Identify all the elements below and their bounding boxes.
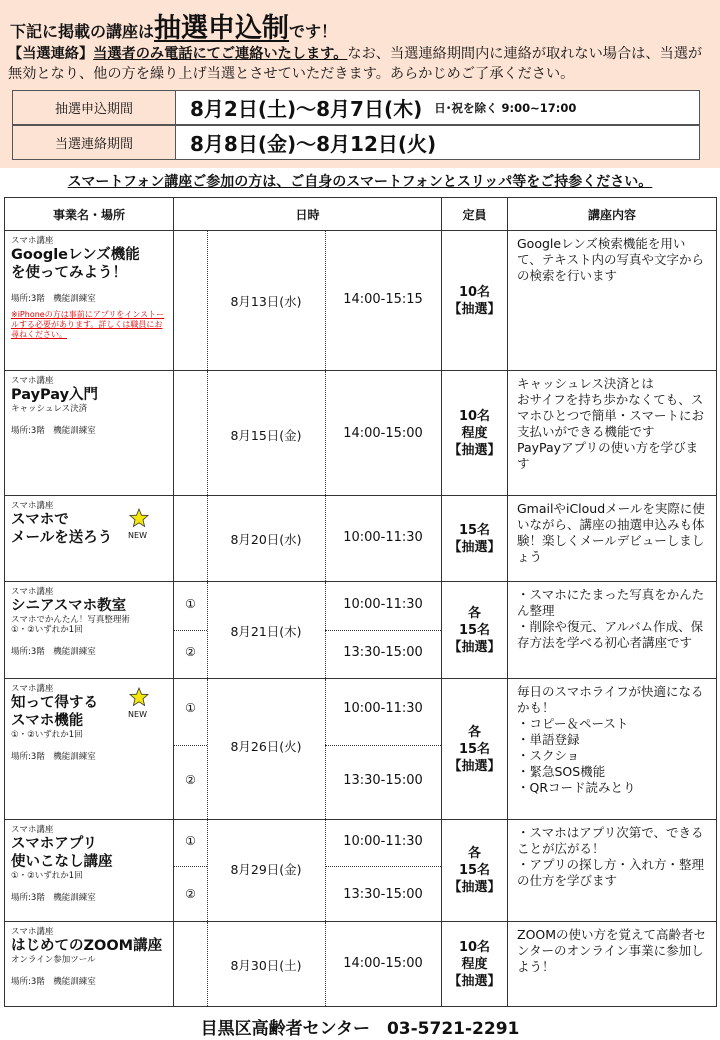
course-category: スマホ講座 [11, 501, 54, 511]
capacity-cell [442, 922, 508, 1007]
capacity-count: 10名 [458, 408, 491, 424]
course-category: スマホ講座 [11, 236, 54, 246]
course-time: 14:00-15:00 [343, 956, 423, 971]
course-name-cell [5, 231, 174, 371]
course-title: PayPay入門 [11, 387, 99, 403]
course-subtitle: オンライン参加ツール [11, 955, 96, 965]
course-description [508, 820, 717, 922]
period-notification [12, 125, 700, 160]
capacity-cell [442, 496, 508, 582]
table-row [5, 582, 717, 679]
course-title-line2: メールを送ろう [11, 530, 113, 546]
capacity-count: 10名 [458, 284, 491, 300]
headline-emphasis: 抽選申込制 [154, 13, 290, 44]
session-number: ② [185, 645, 196, 659]
datetime-cell [174, 922, 442, 1007]
course-name-cell [5, 371, 174, 496]
course-title-line2: スマホ機能 [11, 713, 84, 729]
capacity-each: 各 [467, 846, 481, 861]
period-value: 8月2日(土)～8月7日(木) [190, 97, 423, 121]
course-date: 8月29日(金) [230, 862, 302, 877]
capacity-lottery: 【抽選】 [448, 880, 501, 895]
footer-contact: 目黒区高齢者センター 03-5721-2291 [200, 1019, 520, 1039]
course-category: スマホ講座 [11, 825, 54, 835]
session-number: ① [185, 597, 196, 611]
schedule-table [4, 197, 717, 1007]
course-subtitle: キャッシュレス決済 [11, 404, 88, 414]
capacity-lottery: 【抽選】 [448, 973, 501, 989]
course-subtitle: スマホでかんたん！写真整理術 [11, 615, 130, 625]
new-badge: NEW [128, 531, 147, 540]
course-place: 場所:3階 機能訓練室 [11, 294, 96, 304]
notice [8, 44, 714, 84]
notice-bracket: 【当選連絡】 [8, 46, 94, 62]
course-place: 場所:3階 機能訓練室 [11, 752, 96, 762]
table-row [5, 496, 717, 582]
session-number: ① [185, 701, 196, 715]
capacity-count: 15名 [458, 522, 491, 538]
course-title: 知って得する [11, 695, 98, 711]
period-note: 日･祝を除く 9:00~17:00 [434, 100, 577, 115]
capacity-approx: 程度 [461, 425, 488, 441]
description-text: GmailやiCloudメールを実際に使いながら、講座の抽選申込みも体験！楽しくメールデビューしましょう [517, 501, 705, 564]
capacity-count: 10名 [458, 939, 491, 955]
course-date: 8月30日(土) [230, 958, 302, 973]
table-row [5, 679, 717, 820]
course-title: シニアスマホ教室 [11, 598, 127, 614]
course-time: 10:00-11:30 [343, 597, 423, 612]
course-title: スマホアプリ [11, 836, 98, 852]
notice-rest: なお、当選連絡期間内に連絡が取れない場合は、当選が無効となり、他の方を繰り上げ当選とさせていただきます。あらかじめご了承ください。 [8, 46, 703, 82]
course-time: 14:00-15:15 [343, 292, 423, 307]
description-text: ・スマホにたまった写真をかんたん整理 ・削除や復元、アルバム作成、保存方法を学べる初心者講座です [517, 587, 705, 650]
course-time: 13:30-15:00 [343, 773, 423, 788]
course-name-cell [5, 582, 174, 679]
course-name-cell [5, 820, 174, 922]
capacity-cell [442, 820, 508, 922]
capacity-count: 15名 [458, 863, 491, 878]
session-number: ② [185, 773, 196, 787]
course-time: 10:00-11:30 [343, 834, 423, 849]
star-icon [129, 687, 149, 707]
description-text: ZOOMの使い方を覚えて高齢者センターのオンライン事業に参加しよう！ [517, 927, 707, 974]
course-name-cell [5, 679, 174, 820]
period-label: 抽選申込期間 [13, 91, 176, 124]
course-once-note: ①・②いずれか1回 [11, 871, 83, 881]
course-description [508, 582, 717, 679]
course-place: 場所:3階 機能訓練室 [11, 977, 96, 987]
course-title: Googleレンズ機能 [11, 247, 140, 263]
datetime-cell [174, 679, 442, 820]
capacity-cell [442, 582, 508, 679]
course-place: 場所:3階 機能訓練室 [11, 647, 96, 657]
datetime-cell [174, 231, 442, 371]
course-warning: ※iPhoneの方は事前にアプリをインストールする必要があります。詳しくは職員にお尋ねください。 [11, 310, 165, 339]
capacity-lottery: 【抽選】 [448, 301, 501, 317]
course-place: 場所:3階 機能訓練室 [11, 893, 96, 903]
course-place: 場所:3階 機能訓練室 [11, 426, 96, 436]
bring-note: スマートフォン講座ご参加の方は、ご自身のスマートフォンとスリッパ等をご持参ください。 [67, 174, 653, 190]
capacity-cell [442, 231, 508, 371]
period-application [12, 90, 700, 125]
description-text: Googleレンズ検索機能を用いて、テキスト内の写真や文字からの検索を行います [517, 236, 705, 283]
new-badge: NEW [128, 710, 147, 719]
header-capacity: 定員 [442, 198, 508, 231]
course-description [508, 922, 717, 1007]
course-once-note: ①・②いずれか1回 [11, 730, 83, 740]
table-row [5, 231, 717, 371]
capacity-lottery: 【抽選】 [448, 539, 501, 555]
course-description [508, 496, 717, 582]
headline-post: です！ [289, 22, 338, 41]
course-time: 10:00-11:30 [343, 701, 423, 716]
capacity-count: 15名 [458, 741, 491, 757]
course-date: 8月13日(水) [230, 294, 302, 309]
period-label: 当選連絡期間 [13, 126, 176, 159]
course-time: 10:00-11:30 [343, 530, 423, 545]
capacity-each: 各 [467, 724, 481, 740]
course-category: スマホ講座 [11, 587, 54, 597]
datetime-cell [174, 582, 442, 679]
table-row [5, 922, 717, 1007]
table-row [5, 371, 717, 496]
course-name-cell [5, 496, 174, 582]
course-title: はじめてのZOOM講座 [11, 938, 163, 954]
capacity-cell [442, 679, 508, 820]
capacity-lottery: 【抽選】 [448, 758, 501, 774]
capacity-cell [442, 371, 508, 496]
notice-underlined: 当選者のみ電話にてご連絡いたします。 [93, 46, 348, 62]
session-number: ① [185, 834, 196, 848]
course-name-cell [5, 922, 174, 1007]
course-description [508, 231, 717, 371]
datetime-cell [174, 820, 442, 922]
table-header-row [5, 198, 717, 231]
capacity-lottery: 【抽選】 [448, 442, 501, 458]
course-description [508, 679, 717, 820]
table-row [5, 820, 717, 922]
course-category: スマホ講座 [11, 376, 54, 386]
course-category: スマホ講座 [11, 684, 54, 694]
star-icon [129, 508, 149, 528]
course-category: スマホ講座 [11, 927, 54, 937]
course-time: 13:30-15:00 [343, 887, 423, 902]
datetime-cell [174, 496, 442, 582]
capacity-each: 各 [467, 605, 481, 621]
period-value: 8月8日(金)～8月12日(火) [190, 132, 437, 156]
course-date: 8月21日(木) [230, 624, 302, 639]
header-content: 講座内容 [508, 198, 717, 231]
session-number: ② [185, 887, 196, 901]
course-title: スマホで [11, 512, 69, 528]
course-description [508, 371, 717, 496]
description-text: キャッシュレス決済とは おサイフを持ち歩かなくても、スマホひとつで簡単・スマートにお支払いができる機能です PayPayアプリの使い方を学びます [517, 376, 705, 471]
header-name: 事業名・場所 [5, 198, 174, 231]
capacity-approx: 程度 [461, 956, 488, 972]
capacity-count: 15名 [458, 622, 491, 638]
description-text: 毎日のスマホライフが快適になるかも！ ・コピー＆ペースト ・単語登録 ・スクショ ・緊急SOS機能 ・QRコード読みとり [517, 684, 704, 795]
course-date: 8月20日(水) [230, 532, 302, 547]
headline [10, 6, 337, 45]
description-text: ・スマホはアプリ次第で、できることが広がる！ ・アプリの探し方・入れ方・整理の仕方を学びます [517, 825, 705, 888]
course-date: 8月15日(金) [230, 428, 302, 443]
course-title-line2: 使いこなし講座 [11, 854, 113, 870]
capacity-lottery: 【抽選】 [448, 639, 501, 655]
course-once-note: ①・②いずれか1回 [11, 625, 83, 635]
headline-pre: 下記に掲載の講座は [10, 22, 155, 41]
course-time: 13:30-15:00 [343, 645, 423, 660]
course-title-line2: を使ってみよう！ [11, 265, 127, 281]
course-time: 14:00-15:00 [343, 426, 423, 441]
header-datetime: 日時 [174, 198, 442, 231]
datetime-cell [174, 371, 442, 496]
course-date: 8月26日(火) [230, 739, 302, 754]
